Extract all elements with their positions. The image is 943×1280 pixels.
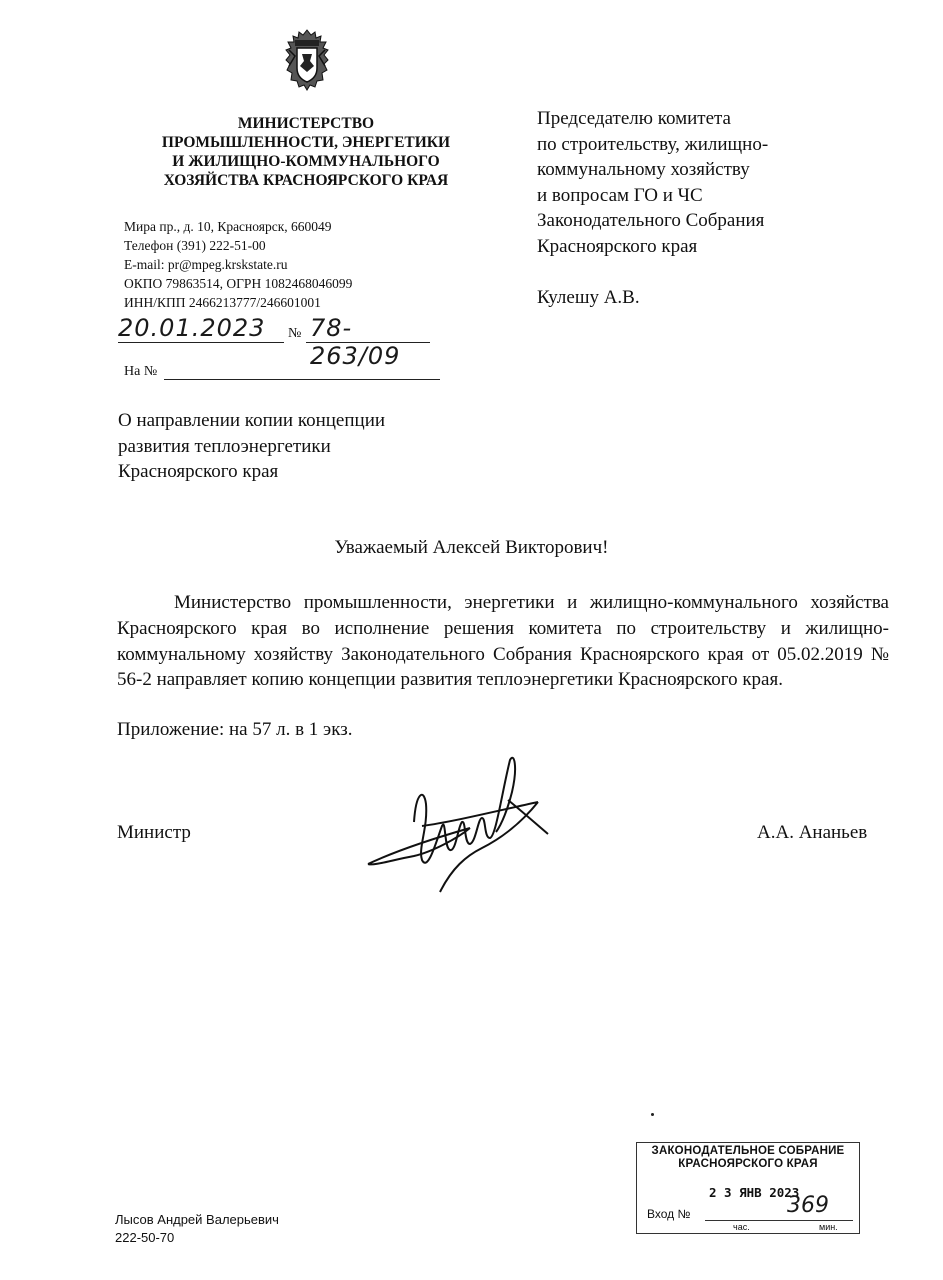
address: Мира пр., д. 10, Красноярск, 660049: [124, 219, 332, 234]
body-paragraph: Министерство промышленности, энергетики и жилищно-коммунального хозяйства Красноярского края во исполнение решения комитета по строительству и жилищно-коммунальному хозяйству Законодательного Собрания Красноярского края от 05.02.2019 № 56-2 направляет копию концепции развития теплоэнергетики Красноярского края.: [117, 592, 889, 691]
reference-underline: [164, 379, 440, 380]
registration-stamp: [636, 1142, 860, 1234]
ink-dot: [651, 1113, 654, 1116]
okpo-ogrn: ОКПО 79863514, ОГРН 1082468046099: [124, 276, 353, 291]
signer-name: А.А. Ананьев: [757, 822, 868, 843]
document-date: 20.01.2023: [118, 314, 266, 342]
stamp-hour-label: час.: [733, 1222, 750, 1232]
greeting: Уважаемый Алексей Викторович!: [334, 537, 609, 558]
number-underline: [306, 342, 430, 343]
coat-of-arms-icon: [277, 26, 337, 92]
date-number-line: [118, 312, 438, 370]
inn-kpp: ИНН/КПП 2466213777/246601001: [124, 295, 321, 310]
ministry-name: МИНИСТЕРСТВО ПРОМЫШЛЕННОСТИ, ЭНЕРГЕТИКИ И ЖИЛИЩНО-КОММУНАЛЬНОГО ХОЗЯЙСТВА КРАСНОЯРСКОГО КРАЯ: [161, 115, 451, 189]
attachment-note: Приложение: на 57 л. в 1 экз.: [117, 719, 353, 740]
handwritten-signature: [362, 752, 554, 902]
recipient-block: Председателю комитета по строительству, жилищно- коммунальному хозяйству и вопросам ГО и ЧС Законодательного Собрания Красноярского края: [537, 108, 769, 257]
stamp-underline: [705, 1220, 853, 1221]
executor-info: [115, 1211, 279, 1247]
stamp-incoming-number: 369: [787, 1193, 829, 1218]
date-underline: [118, 342, 284, 343]
reference-label: На №: [124, 364, 158, 379]
addressee-name: Кулешу А.В.: [537, 287, 640, 308]
email: E-mail: pr@mpeg.krskstate.ru: [124, 257, 288, 272]
stamp-organization: ЗАКОНОДАТЕЛЬНОЕ СОБРАНИЕ КРАСНОЯРСКОГО КРАЯ: [651, 1145, 845, 1170]
executor-phone: 222-50-70: [115, 1230, 175, 1245]
stamp-incoming-label: Вход №: [647, 1207, 691, 1221]
number-prefix: №: [288, 326, 302, 341]
ministry-contacts: [124, 217, 352, 312]
letter-body: [117, 590, 889, 693]
executor-name: Лысов Андрей Валерьевич: [115, 1212, 279, 1227]
stamp-minute-label: мин.: [819, 1222, 838, 1232]
document-number: 78-263/09: [310, 314, 401, 370]
stamp-date: 2 3 ЯНВ 2023: [709, 1185, 800, 1200]
letter-subject: О направлении копии концепции развития теплоэнергетики Красноярского края: [118, 410, 386, 482]
signer-position: Министр: [117, 822, 191, 843]
phone: Телефон (391) 222-51-00: [124, 238, 266, 253]
reference-line: [124, 364, 440, 384]
